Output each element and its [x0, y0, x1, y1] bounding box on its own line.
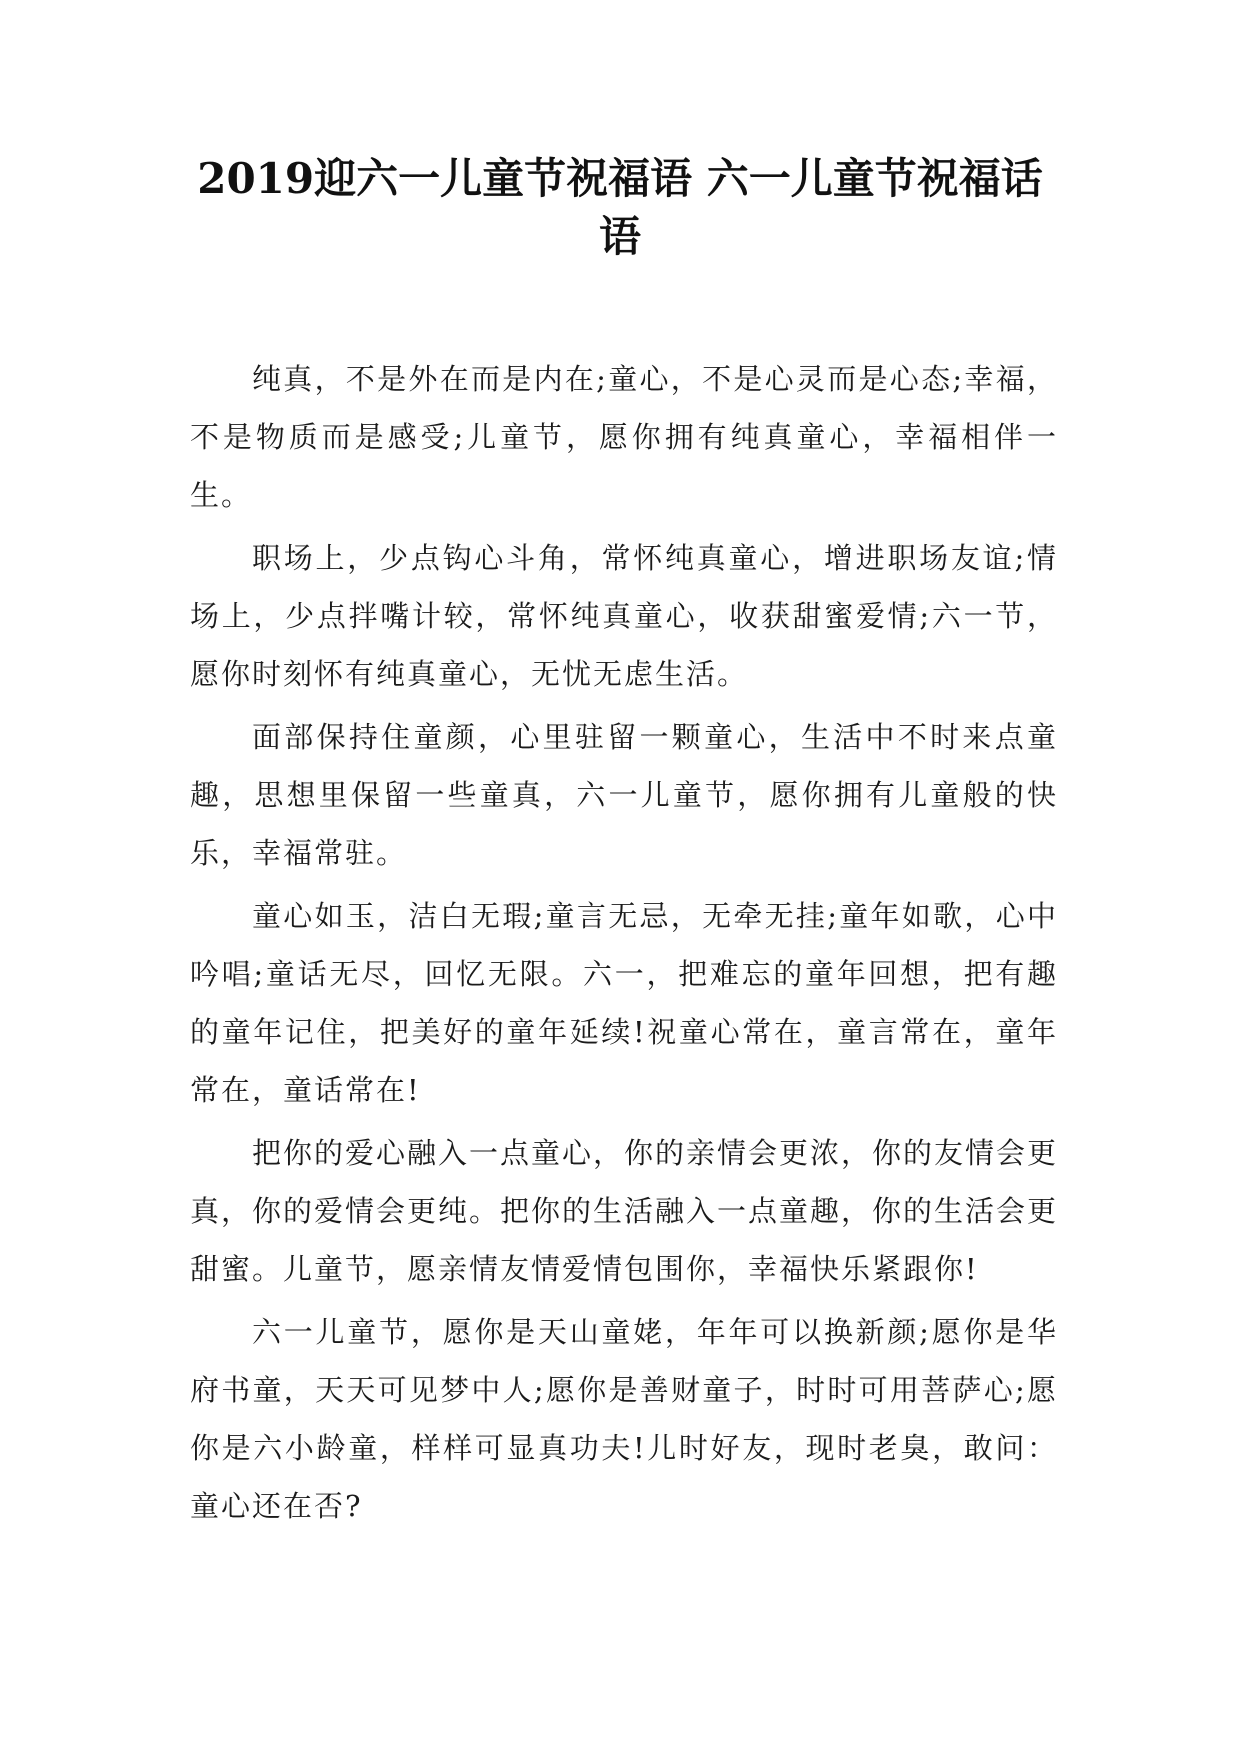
document-title: 2019迎六一儿童节祝福语 六一儿童节祝福话语 [197, 154, 1043, 261]
paragraph: 纯真，不是外在而是内在;童心，不是心灵而是心态;幸福，不是物质而是感受;儿童节，愿你拥有纯真童心，幸福相伴一生。 [190, 362, 1058, 512]
document-body [190, 350, 1058, 1540]
paragraph: 六一儿童节，愿你是天山童姥，年年可以换新颜;愿你是华府书童，天天可见梦中人;愿你是善财童子，时时可用菩萨心;愿你是六小龄童，样样可显真功夫!儿时好友，现时老臭，敢问：童心还在否? [190, 1315, 1058, 1523]
paragraph: 面部保持住童颜，心里驻留一颗童心，生活中不时来点童趣，思想里保留一些童真，六一儿童节，愿你拥有儿童般的快乐，幸福常驻。 [190, 720, 1058, 870]
paragraph: 童心如玉，洁白无瑕;童言无忌，无牵无挂;童年如歌，心中吟唱;童话无尽，回忆无限。六一，把难忘的童年回想，把有趣的童年记住，把美好的童年延续!祝童心常在，童言常在，童年常在，童话常在! [190, 899, 1058, 1107]
paragraph: 职场上，少点钩心斗角，常怀纯真童心，增进职场友谊;情场上，少点拌嘴计较，常怀纯真童心，收获甜蜜爱情;六一节，愿你时刻怀有纯真童心，无忧无虑生活。 [190, 541, 1058, 691]
paragraph: 把你的爱心融入一点童心，你的亲情会更浓，你的友情会更真，你的爱情会更纯。把你的生活融入一点童趣，你的生活会更甜蜜。儿童节，愿亲情友情爱情包围你，幸福快乐紧跟你! [190, 1136, 1059, 1286]
